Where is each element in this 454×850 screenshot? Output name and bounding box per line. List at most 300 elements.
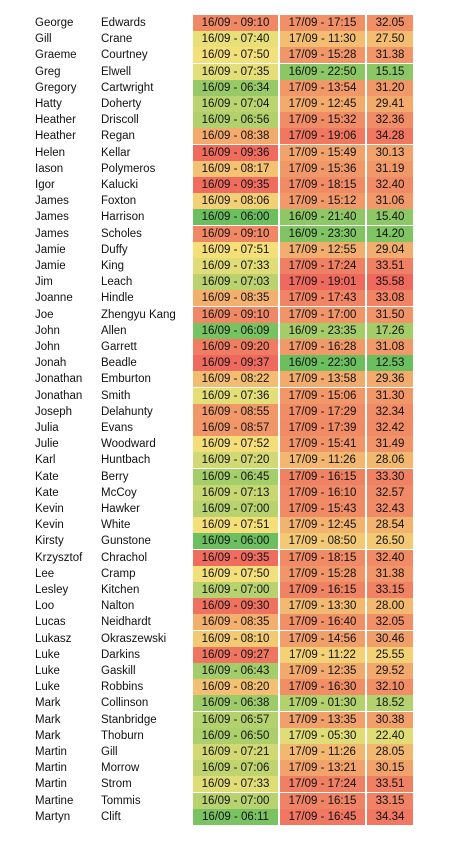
table-row (0, 501, 454, 517)
last-name-cell: Evans (101, 422, 133, 434)
table-row (0, 469, 454, 485)
table-row (0, 47, 454, 63)
start-time-cell: 16/09 - 07:00 (193, 501, 278, 517)
last-name-cell: Collinson (101, 697, 149, 710)
first-name-cell: Joe (35, 308, 54, 321)
start-time-cell: 16/09 - 07:50 (193, 47, 278, 63)
table-row (0, 517, 454, 533)
first-name-cell: Mark (35, 713, 61, 726)
table-row (0, 631, 454, 647)
first-name-cell: Kirsty (35, 535, 64, 548)
hours-cell: 32.10 (367, 679, 413, 695)
first-name-cell: Julie (35, 438, 59, 451)
hours-cell: 33.15 (367, 793, 413, 809)
table-row (0, 744, 454, 760)
first-name-cell: Luke (35, 648, 60, 661)
start-time-cell: 16/09 - 06:11 (193, 809, 278, 825)
first-name-cell: Luke (35, 665, 60, 677)
end-time-cell: 17/09 - 15:36 (280, 161, 365, 177)
first-name-cell: Greg (35, 65, 61, 78)
table-row (0, 177, 454, 193)
hours-cell: 32.40 (367, 550, 413, 566)
table-row (0, 193, 454, 209)
hours-cell: 33.15 (367, 582, 413, 598)
end-time-cell: 17/09 - 05:30 (280, 728, 365, 744)
hours-cell: 31.50 (367, 307, 413, 323)
end-time-cell: 17/09 - 19:06 (280, 128, 365, 144)
first-name-cell: Lesley (35, 584, 69, 596)
end-time-cell: 16/09 - 22:50 (280, 64, 365, 80)
hours-cell: 33.51 (367, 258, 413, 274)
start-time-cell: 16/09 - 06:56 (193, 112, 278, 128)
last-name-cell: Cramp (101, 567, 136, 580)
last-name-cell: Kalucki (101, 179, 139, 191)
hours-cell: 34.34 (367, 809, 413, 825)
last-name-cell: Kellar (101, 146, 131, 159)
start-time-cell: 16/09 - 09:30 (193, 598, 278, 614)
first-name-cell: Hatty (35, 98, 62, 110)
last-name-cell: Cartwright (101, 81, 154, 94)
end-time-cell: 17/09 - 11:22 (280, 647, 365, 663)
end-time-cell: 17/09 - 17:00 (280, 307, 365, 323)
first-name-cell: Jim (35, 276, 53, 289)
start-time-cell: 16/09 - 07:00 (193, 582, 278, 598)
hours-cell: 33.30 (367, 469, 413, 485)
first-name-cell: Martin (35, 778, 67, 791)
start-time-cell: 16/09 - 09:10 (193, 15, 278, 31)
table-row (0, 598, 454, 614)
first-name-cell: Gill (35, 33, 52, 46)
last-name-cell: Chrachol (101, 551, 148, 564)
last-name-cell: Huntbach (101, 454, 151, 467)
end-time-cell: 17/09 - 11:26 (280, 744, 365, 760)
first-name-cell: Martin (35, 746, 67, 758)
first-name-cell: James (35, 195, 69, 208)
start-time-cell: 16/09 - 07:51 (193, 517, 278, 533)
table-row (0, 31, 454, 47)
last-name-cell: Clift (101, 810, 121, 823)
start-time-cell: 16/09 - 08:57 (193, 420, 278, 436)
table-row (0, 112, 454, 128)
table-row (0, 679, 454, 695)
first-name-cell: Lucas (35, 616, 66, 629)
end-time-cell: 17/09 - 15:28 (280, 47, 365, 63)
start-time-cell: 16/09 - 07:35 (193, 64, 278, 80)
table-row (0, 582, 454, 598)
hours-cell: 32.43 (367, 501, 413, 517)
end-time-cell: 17/09 - 17:43 (280, 290, 365, 306)
first-name-cell: James (35, 211, 69, 224)
last-name-cell: Strom (101, 778, 132, 791)
last-name-cell: Nalton (101, 600, 135, 613)
last-name-cell: Driscoll (101, 114, 139, 127)
first-name-cell: Igor (35, 179, 55, 191)
start-time-cell: 16/09 - 07:51 (193, 242, 278, 258)
end-time-cell: 17/09 - 18:15 (280, 550, 365, 566)
last-name-cell: Garrett (101, 341, 137, 353)
end-time-cell: 17/09 - 13:35 (280, 712, 365, 728)
end-time-cell: 17/09 - 16:15 (280, 793, 365, 809)
end-time-cell: 17/09 - 16:28 (280, 339, 365, 355)
table-row (0, 323, 454, 339)
first-name-cell: Heather (35, 130, 76, 143)
end-time-cell: 17/09 - 12:35 (280, 663, 365, 679)
first-name-cell: John (35, 341, 60, 353)
table-row (0, 64, 454, 80)
table-row (0, 420, 454, 436)
hours-cell: 30.13 (367, 145, 413, 161)
end-time-cell: 17/09 - 17:24 (280, 258, 365, 274)
start-time-cell: 16/09 - 06:38 (193, 695, 278, 711)
start-time-cell: 16/09 - 06:57 (193, 712, 278, 728)
first-name-cell: Joseph (35, 405, 73, 418)
hours-cell: 18.52 (367, 695, 413, 711)
end-time-cell: 17/09 - 16:10 (280, 485, 365, 501)
start-time-cell: 16/09 - 06:45 (193, 469, 278, 485)
last-name-cell: Courtney (101, 49, 148, 62)
start-time-cell: 16/09 - 08:35 (193, 290, 278, 306)
first-name-cell: Martine (35, 794, 74, 807)
hours-cell: 31.38 (367, 47, 413, 63)
end-time-cell: 17/09 - 15:28 (280, 566, 365, 582)
end-time-cell: 17/09 - 13:54 (280, 80, 365, 96)
hours-cell: 17.26 (367, 323, 413, 339)
end-time-cell: 17/09 - 16:30 (280, 679, 365, 695)
table-row (0, 290, 454, 306)
first-name-cell: Karl (35, 454, 56, 467)
last-name-cell: Crane (101, 33, 133, 46)
hours-cell: 22.40 (367, 728, 413, 744)
table-row (0, 15, 454, 31)
end-time-cell: 17/09 - 16:15 (280, 582, 365, 598)
start-time-cell: 16/09 - 06:50 (193, 728, 278, 744)
hours-cell: 30.15 (367, 760, 413, 776)
table-row (0, 339, 454, 355)
last-name-cell: Edwards (101, 17, 146, 29)
start-time-cell: 16/09 - 07:52 (193, 436, 278, 452)
last-name-cell: Polymeros (101, 162, 156, 175)
end-time-cell: 17/09 - 13:30 (280, 598, 365, 614)
table-row (0, 209, 454, 225)
end-time-cell: 17/09 - 08:50 (280, 533, 365, 549)
table-row (0, 274, 454, 290)
end-time-cell: 17/09 - 15:43 (280, 501, 365, 517)
start-time-cell: 16/09 - 08:20 (193, 679, 278, 695)
start-time-cell: 16/09 - 07:33 (193, 776, 278, 792)
hours-cell: 31.30 (367, 388, 413, 404)
hours-cell: 29.52 (367, 663, 413, 679)
first-name-cell: Helen (35, 146, 66, 159)
table-row (0, 452, 454, 468)
end-time-cell: 17/09 - 18:15 (280, 177, 365, 193)
start-time-cell: 16/09 - 07:13 (193, 485, 278, 501)
last-name-cell: Okraszewski (101, 632, 167, 645)
hours-cell: 26.50 (367, 533, 413, 549)
start-time-cell: 16/09 - 07:50 (193, 566, 278, 582)
first-name-cell: Kevin (35, 519, 64, 532)
table-row (0, 566, 454, 582)
first-name-cell: Jamie (35, 260, 66, 272)
last-name-cell: Gaskill (101, 665, 136, 677)
table-row (0, 226, 454, 242)
end-time-cell: 17/09 - 17:24 (280, 776, 365, 792)
last-name-cell: Delahunty (101, 405, 153, 418)
first-name-cell: Lukasz (35, 632, 72, 645)
last-name-cell: Zhengyu Kang (101, 308, 176, 321)
table-row (0, 809, 454, 825)
last-name-cell: Gunstone (101, 535, 151, 548)
last-name-cell: Hawker (101, 503, 140, 515)
hours-cell: 32.42 (367, 420, 413, 436)
hours-cell: 28.00 (367, 598, 413, 614)
hours-cell: 29.04 (367, 242, 413, 258)
last-name-cell: Tommis (101, 794, 141, 807)
start-time-cell: 16/09 - 08:10 (193, 631, 278, 647)
hours-cell: 14.20 (367, 226, 413, 242)
table-row (0, 614, 454, 630)
end-time-cell: 16/09 - 22:30 (280, 355, 365, 371)
last-name-cell: Harrison (101, 211, 145, 224)
start-time-cell: 16/09 - 07:04 (193, 96, 278, 112)
table-row (0, 388, 454, 404)
hours-cell: 32.05 (367, 614, 413, 630)
last-name-cell: Smith (101, 389, 131, 402)
last-name-cell: Elwell (101, 65, 132, 78)
start-time-cell: 16/09 - 06:00 (193, 533, 278, 549)
first-name-cell: Kate (35, 470, 59, 483)
hours-cell: 12.53 (367, 355, 413, 371)
hours-cell: 30.46 (367, 631, 413, 647)
first-name-cell: Martyn (35, 810, 71, 823)
first-name-cell: Jamie (35, 243, 66, 256)
table-row (0, 96, 454, 112)
last-name-cell: Hindle (101, 292, 134, 305)
start-time-cell: 16/09 - 07:20 (193, 452, 278, 468)
first-name-cell: George (35, 17, 74, 29)
first-name-cell: Jonathan (35, 389, 83, 402)
table-row (0, 355, 454, 371)
start-time-cell: 16/09 - 07:33 (193, 258, 278, 274)
end-time-cell: 17/09 - 01:30 (280, 695, 365, 711)
table-row (0, 80, 454, 96)
table-row (0, 647, 454, 663)
end-time-cell: 17/09 - 17:39 (280, 420, 365, 436)
last-name-cell: King (101, 260, 125, 272)
start-time-cell: 16/09 - 09:10 (193, 307, 278, 323)
start-time-cell: 16/09 - 07:40 (193, 31, 278, 47)
last-name-cell: McCoy (101, 486, 137, 499)
end-time-cell: 17/09 - 11:30 (280, 31, 365, 47)
table-row (0, 695, 454, 711)
table-row (0, 161, 454, 177)
start-time-cell: 16/09 - 07:00 (193, 793, 278, 809)
hours-cell: 35.58 (367, 274, 413, 290)
end-time-cell: 16/09 - 23:30 (280, 226, 365, 242)
hours-cell: 31.49 (367, 436, 413, 452)
start-time-cell: 16/09 - 07:21 (193, 744, 278, 760)
start-time-cell: 16/09 - 08:22 (193, 371, 278, 387)
last-name-cell: Darkins (101, 648, 140, 661)
table-row (0, 258, 454, 274)
last-name-cell: Duffy (101, 243, 128, 256)
table-row (0, 712, 454, 728)
hours-cell: 33.08 (367, 290, 413, 306)
table-row (0, 485, 454, 501)
hours-cell: 31.38 (367, 566, 413, 582)
last-name-cell: Regan (101, 130, 135, 143)
end-time-cell: 17/09 - 16:40 (280, 614, 365, 630)
last-name-cell: Gill (101, 746, 118, 758)
end-time-cell: 17/09 - 15:06 (280, 388, 365, 404)
table-row (0, 793, 454, 809)
hours-cell: 33.51 (367, 776, 413, 792)
end-time-cell: 17/09 - 12:45 (280, 517, 365, 533)
last-name-cell: White (101, 519, 131, 532)
hours-cell: 31.08 (367, 339, 413, 355)
table-row (0, 404, 454, 420)
first-name-cell: Mark (35, 729, 61, 742)
start-time-cell: 16/09 - 09:35 (193, 550, 278, 566)
hours-cell: 29.41 (367, 96, 413, 112)
start-time-cell: 16/09 - 06:43 (193, 663, 278, 679)
hours-cell: 28.54 (367, 517, 413, 533)
first-name-cell: Martin (35, 762, 67, 775)
start-time-cell: 16/09 - 06:34 (193, 80, 278, 96)
end-time-cell: 17/09 - 11:26 (280, 452, 365, 468)
table-row (0, 307, 454, 323)
end-time-cell: 17/09 - 14:56 (280, 631, 365, 647)
first-name-cell: Joanne (35, 292, 73, 305)
first-name-cell: Lee (35, 567, 55, 580)
last-name-cell: Berry (101, 470, 129, 483)
first-name-cell: John (35, 324, 60, 337)
last-name-cell: Beadle (101, 357, 137, 370)
first-name-cell: Mark (35, 697, 61, 710)
end-time-cell: 17/09 - 16:15 (280, 469, 365, 485)
first-name-cell: Luke (35, 681, 60, 694)
end-time-cell: 17/09 - 15:41 (280, 436, 365, 452)
table-row (0, 663, 454, 679)
hours-cell: 32.40 (367, 177, 413, 193)
table-row (0, 533, 454, 549)
table-row (0, 550, 454, 566)
hours-cell: 27.50 (367, 31, 413, 47)
first-name-cell: Loo (35, 600, 55, 613)
table-row (0, 776, 454, 792)
first-name-cell: Heather (35, 114, 76, 127)
end-time-cell: 17/09 - 16:45 (280, 809, 365, 825)
last-name-cell: Robbins (101, 681, 144, 694)
table-row (0, 145, 454, 161)
start-time-cell: 16/09 - 07:06 (193, 760, 278, 776)
first-name-cell: Kevin (35, 503, 64, 515)
hours-cell: 31.06 (367, 193, 413, 209)
last-name-cell: Emburton (101, 373, 151, 386)
start-time-cell: 16/09 - 09:10 (193, 226, 278, 242)
start-time-cell: 16/09 - 07:03 (193, 274, 278, 290)
last-name-cell: Thoburn (101, 729, 144, 742)
hours-cell: 31.20 (367, 80, 413, 96)
last-name-cell: Stanbridge (101, 713, 157, 726)
hours-cell: 25.55 (367, 647, 413, 663)
table-row (0, 128, 454, 144)
start-time-cell: 16/09 - 08:17 (193, 161, 278, 177)
end-time-cell: 17/09 - 12:45 (280, 96, 365, 112)
start-time-cell: 16/09 - 08:55 (193, 404, 278, 420)
start-time-cell: 16/09 - 08:38 (193, 128, 278, 144)
end-time-cell: 17/09 - 17:29 (280, 404, 365, 420)
hours-cell: 32.57 (367, 485, 413, 501)
table-row (0, 242, 454, 258)
end-time-cell: 17/09 - 15:49 (280, 145, 365, 161)
hours-cell: 32.05 (367, 15, 413, 31)
start-time-cell: 16/09 - 09:35 (193, 177, 278, 193)
hours-cell: 29.36 (367, 371, 413, 387)
start-time-cell: 16/09 - 06:09 (193, 323, 278, 339)
hours-cell: 28.06 (367, 452, 413, 468)
last-name-cell: Doherty (101, 98, 142, 110)
hours-cell: 30.38 (367, 712, 413, 728)
start-time-cell: 16/09 - 06:00 (193, 209, 278, 225)
first-name-cell: Iason (35, 162, 64, 175)
start-time-cell: 16/09 - 08:35 (193, 614, 278, 630)
last-name-cell: Allen (101, 324, 127, 337)
start-time-cell: 16/09 - 08:06 (193, 193, 278, 209)
end-time-cell: 17/09 - 12:55 (280, 242, 365, 258)
hours-cell: 28.05 (367, 744, 413, 760)
last-name-cell: Neidhardt (101, 616, 151, 629)
last-name-cell: Foxton (101, 195, 137, 208)
table-row (0, 436, 454, 452)
first-name-cell: Kate (35, 486, 59, 499)
hours-cell: 15.15 (367, 64, 413, 80)
end-time-cell: 16/09 - 21:40 (280, 209, 365, 225)
table-row (0, 728, 454, 744)
first-name-cell: Graeme (35, 49, 77, 62)
hours-cell: 32.36 (367, 112, 413, 128)
end-time-cell: 17/09 - 13:21 (280, 760, 365, 776)
hours-cell: 32.34 (367, 404, 413, 420)
end-time-cell: 17/09 - 13:58 (280, 371, 365, 387)
end-time-cell: 17/09 - 17:15 (280, 15, 365, 31)
last-name-cell: Morrow (101, 762, 140, 775)
table-row (0, 371, 454, 387)
last-name-cell: Leach (101, 276, 133, 289)
first-name-cell: Gregory (35, 81, 77, 94)
start-time-cell: 16/09 - 09:36 (193, 145, 278, 161)
first-name-cell: James (35, 227, 69, 240)
hours-cell: 34.28 (367, 128, 413, 144)
start-time-cell: 16/09 - 09:27 (193, 647, 278, 663)
start-time-cell: 16/09 - 07:36 (193, 388, 278, 404)
hours-cell: 31.19 (367, 161, 413, 177)
first-name-cell: Julia (35, 422, 59, 434)
hours-cell: 15.40 (367, 209, 413, 225)
end-time-cell: 17/09 - 15:12 (280, 193, 365, 209)
start-time-cell: 16/09 - 09:20 (193, 339, 278, 355)
first-name-cell: Jonathan (35, 373, 83, 386)
last-name-cell: Scholes (101, 227, 142, 240)
end-time-cell: 16/09 - 23:35 (280, 323, 365, 339)
last-name-cell: Kitchen (101, 584, 140, 596)
last-name-cell: Woodward (101, 438, 156, 451)
first-name-cell: Jonah (35, 357, 67, 370)
table-row (0, 760, 454, 776)
first-name-cell: Krzysztof (35, 551, 83, 564)
start-time-cell: 16/09 - 09:37 (193, 355, 278, 371)
end-time-cell: 17/09 - 19:01 (280, 274, 365, 290)
end-time-cell: 17/09 - 15:32 (280, 112, 365, 128)
